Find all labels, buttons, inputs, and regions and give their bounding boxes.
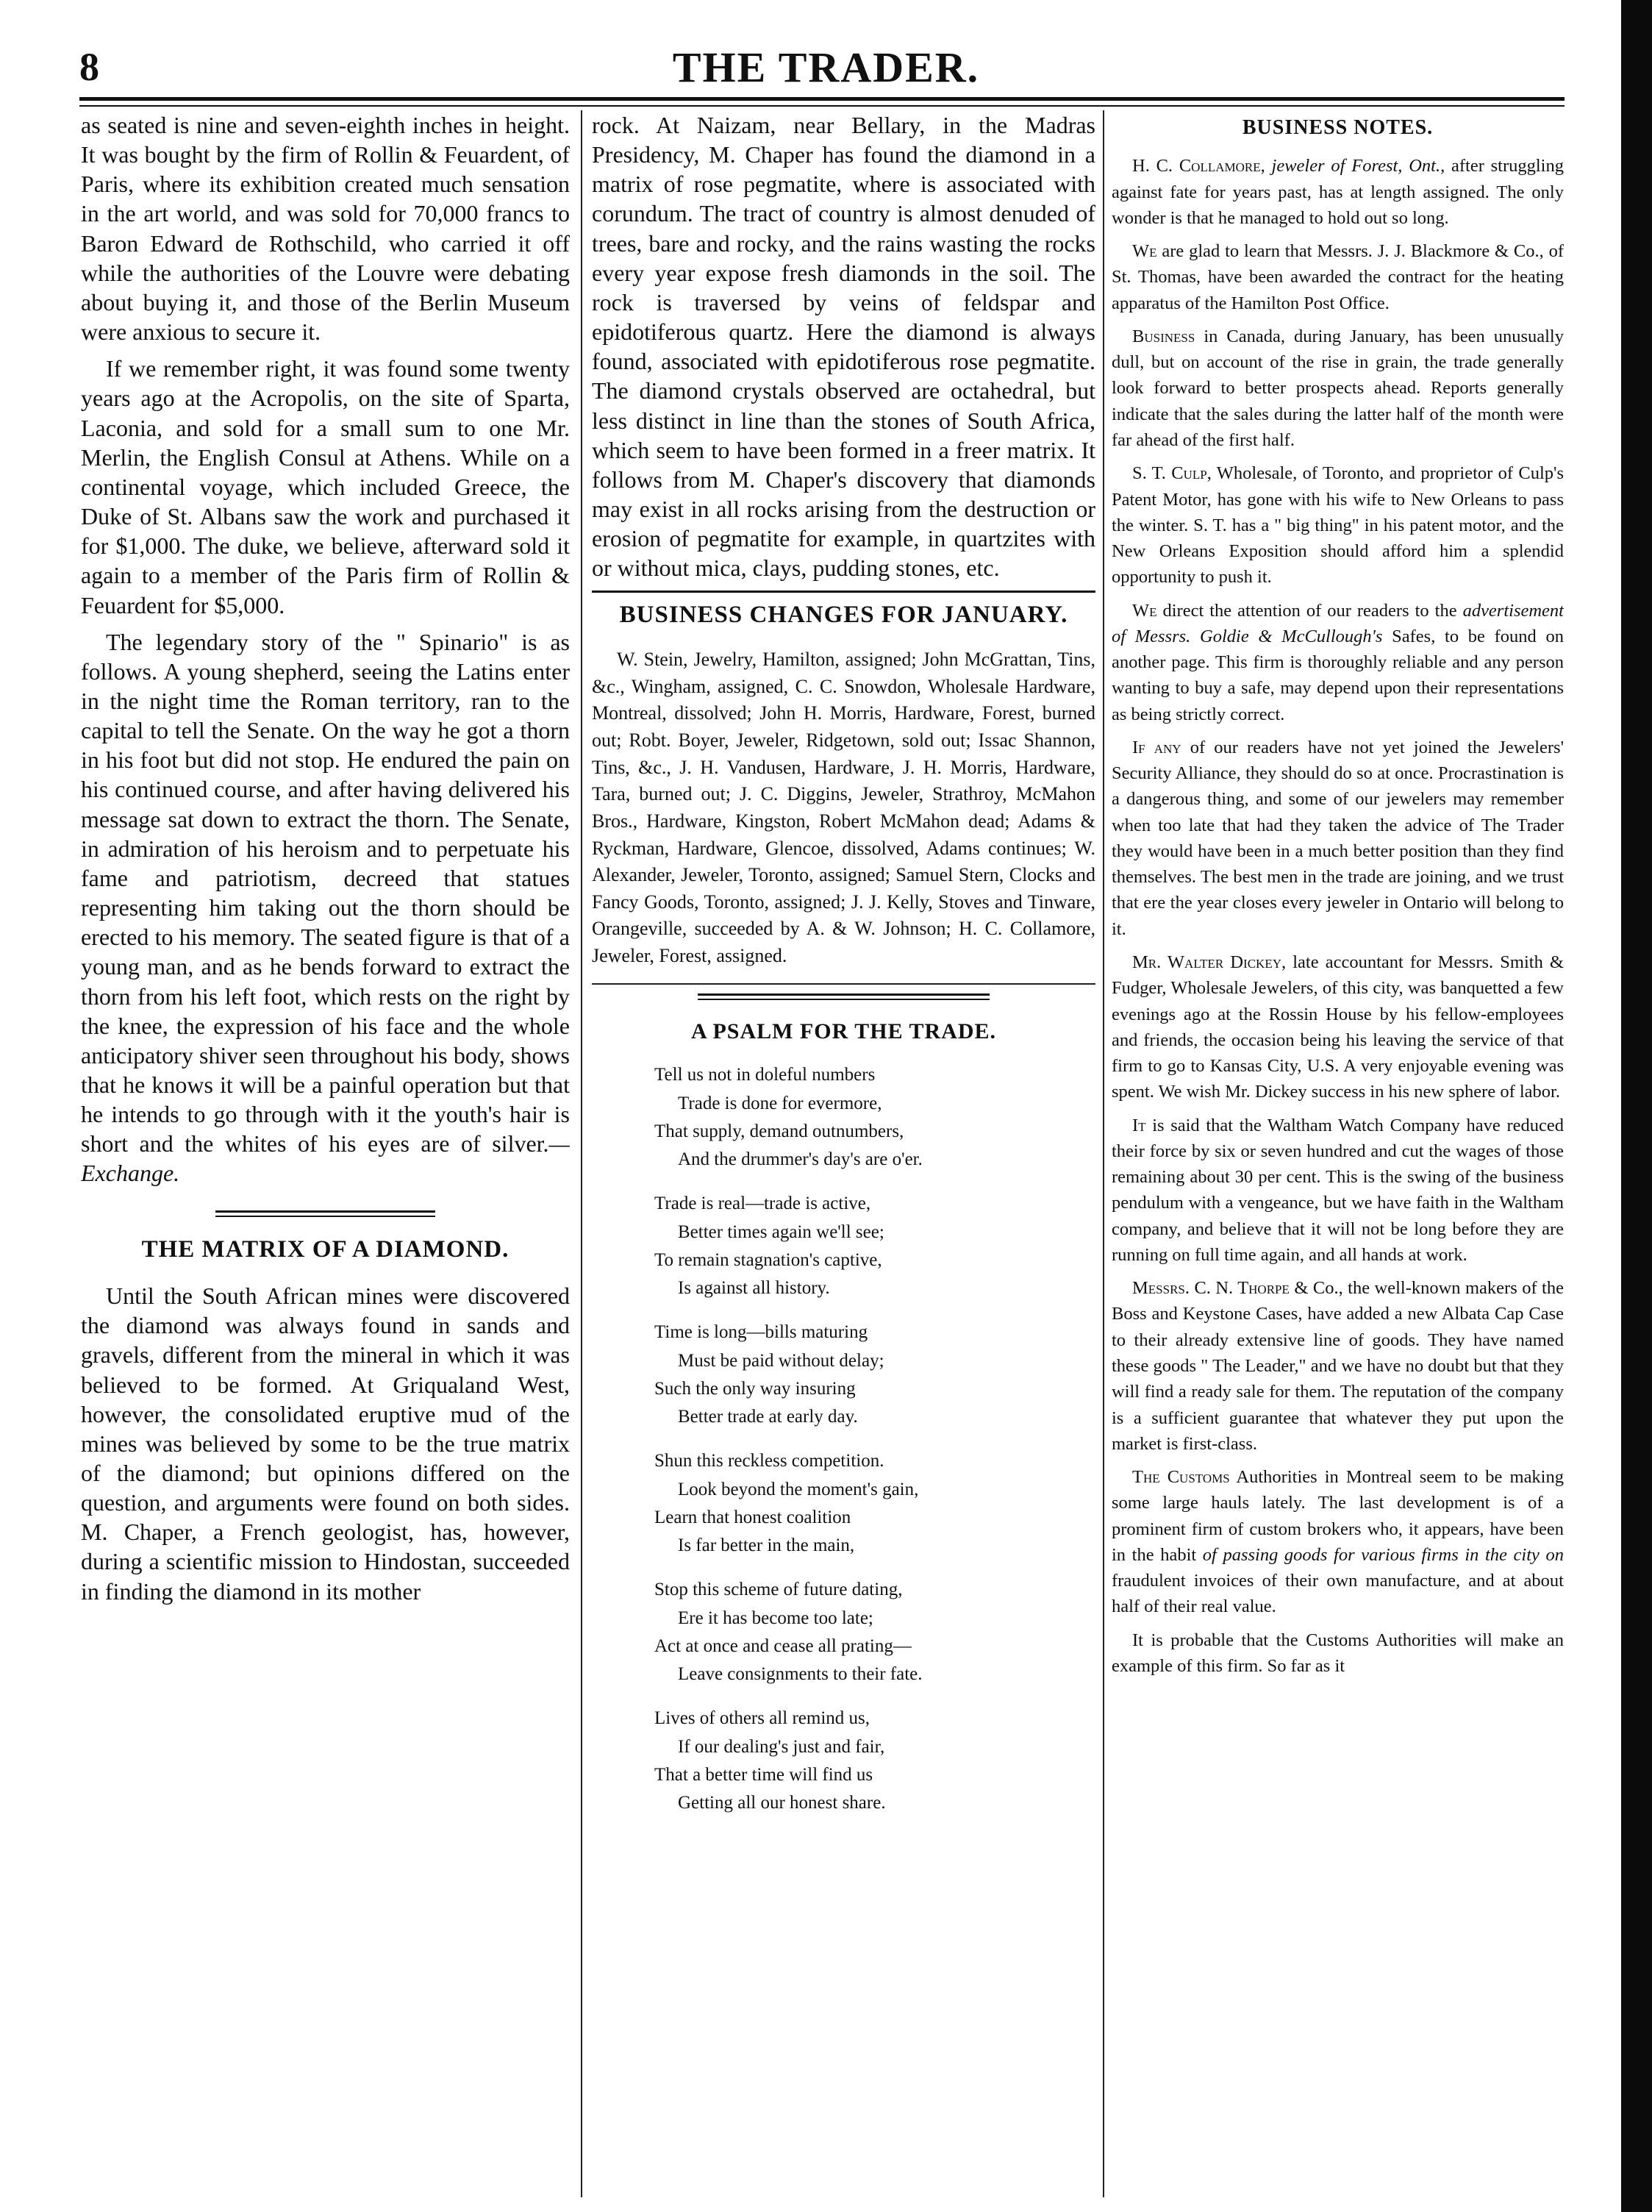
note-text: after struggling against fate for years past, has at length assigned. The only wonder is that he managed to hold out so long. bbox=[1112, 156, 1564, 228]
note-lead: If any bbox=[1132, 737, 1181, 757]
psalm-stanza-2 bbox=[654, 1190, 1095, 1302]
psalm-line: Tell us not in doleful numbers bbox=[654, 1065, 876, 1085]
psalm-line: Act at once and cease all prating— bbox=[654, 1635, 912, 1656]
psalm-stanza-3 bbox=[654, 1319, 1095, 1431]
matrix-paragraph-1: Until the South African mines were discovered the diamond was always found in sands and gravels, different from the mineral in which it was believed to be formed. At Griqualand West, however, the consolidated eruptive mud of the mines was believed by some to be the true matrix of the diamond; but opinions differed on the question, and arguments were found on both sides. M. Chaper, a French geologist, has, however, during a scientific mission to Hindostan, succeeded in finding the diamond in its mother bbox=[81, 1282, 570, 1605]
note-text: direct the attention of our readers to the bbox=[1156, 600, 1463, 621]
spinario-paragraph-2: If we remember right, it was found some twenty years ago at the Acropolis, on the site of Sparta, Laconia, and sold for a small sum to one Mr. Merlin, the English Consul at Athens. While on a continental voyage, which included Greece, the Duke of St. Albans saw the work and purchased it for $1,000. The duke, we believe, afterward sold it again to a member of the Paris firm of Rollin & Feuardent for $5,000. bbox=[81, 355, 570, 618]
psalm-heading: A PSALM FOR THE TRADE. bbox=[690, 1018, 997, 1043]
note-customs bbox=[1112, 1464, 1564, 1620]
note-text: late accountant for Messrs. Smith & Fudger, Wholesale Jewelers, of this city, was banquetted a few evenings ago at the Rossin House by his fellow-employees and friends, the occasion being his leaving the service of that firm to go to Kansas City, U.S. A very enjoyable evening was spent. We wish Mr. Dickey success in his new sphere of labor. bbox=[1112, 952, 1564, 1102]
psalm-stanza-4 bbox=[654, 1447, 1095, 1560]
masthead-rule bbox=[79, 97, 1565, 107]
note-lead: S. T. Culp, bbox=[1132, 463, 1212, 484]
psalm-line: Must be paid without delay; bbox=[678, 1350, 884, 1371]
note-waltham bbox=[1112, 1113, 1564, 1269]
page-number: 8 bbox=[79, 45, 99, 89]
column-2 bbox=[592, 110, 1095, 2197]
note-thorpe bbox=[1112, 1275, 1564, 1457]
column-divider-2 bbox=[1103, 110, 1104, 2197]
note-italic: advertisement of Messrs. Goldie & McCullough's bbox=[1112, 600, 1564, 646]
psalm-line: Is against all history. bbox=[678, 1278, 830, 1299]
masthead: THE TRADER. bbox=[672, 43, 980, 91]
note-text: fraudulent invoices of their own manufacture, and at about half of their real value. bbox=[1112, 1571, 1564, 1617]
psalm-line: Getting all our honest share. bbox=[678, 1793, 886, 1813]
business-changes-text: W. Stein, Jewelry, Hamilton, assigned; John McGrattan, Tins, &c., Wingham, assigned, C. C. Snowdon, Wholesale Hardware, Montreal, dissolved; John H. Morris, Hardware, Forest, burned out; Robt. Boyer, Jeweler, Ridgetown, sold out; Issac Shannon, Tins, &c., J. H. Vandusen, Hardware, J. H. Morris, Hardware, Tara, burned out; J. C. Diggins, Jeweler, Strathroy, McMahon Bros., Hardware, Kingston, Robert McMahon dead; Adams & Ryckman, Hardware, Glencoe, dissolved, Adams continues; W. Alexander, Jeweler, Toronto, assigned; Samuel Stern, Clocks and Fancy Goods, Toronto, assigned; J. J. Kelly, Stoves and Tinware, Orangeville, succeeded by A. & W. Johnson; H. C. Collamore, Jeweler, Forest, assigned. bbox=[592, 648, 1095, 967]
section-rule bbox=[592, 983, 1095, 985]
note-lead-italic: jeweler of Forest, Ont., bbox=[1265, 156, 1445, 176]
note-text: & Co., the well-known makers of the Boss and Keystone Cases, have added a new Albata Cap Case to their already extensive line of goods. They have named these goods " The Leader," and we have no doubt but that they will find a ready sale for them. The reputation of the company is a sufficient guarantee that whatever they put upon the market is first-class. bbox=[1112, 1278, 1564, 1454]
psalm-line: Time is long—bills maturing bbox=[654, 1322, 868, 1343]
matrix-paragraph-2: rock. At Naizam, near Bellary, in the Madras Presidency, M. Chaper has found the diamond in a matrix of rose pegmatite, where is associated with corundum. The tract of country is almost denuded of trees, bare and rocky, and the rains wasting the rocks every year expose fresh diamonds in the soil. The rock is traversed by veins of feldspar and epidotiferous quartz. Here the diamond is always found, associated with epidotiferous rose pegmatite. The diamond crystals observed are octahedral, but less distinct in line than the stones of South Africa, which seem to have been formed in a freer matrix. It follows from M. Chaper's discovery that diamonds may exist in all rocks arising from the destruction or erosion of pegmatite for example, in quartzites with or without mica, clays, pudding stones, etc. bbox=[592, 112, 1095, 582]
note-dickey bbox=[1112, 949, 1564, 1105]
psalm-rule bbox=[698, 993, 990, 1000]
psalm-line: And the drummer's day's are o'er. bbox=[678, 1149, 923, 1170]
psalm-line: Ere it has become too late; bbox=[678, 1608, 873, 1628]
matrix-heading: THE MATRIX OF A DIAMOND. bbox=[141, 1235, 509, 1263]
psalm-line: Such the only way insuring bbox=[654, 1378, 856, 1399]
psalm-line: Stop this scheme of future dating, bbox=[654, 1580, 903, 1600]
note-customs-example: It is probable that the Customs Authorities will make an example of this firm. So far as it bbox=[1112, 1630, 1564, 1676]
note-lead: It bbox=[1132, 1115, 1146, 1135]
note-text: Wholesale, of Toronto, and proprietor of Culp's Patent Motor, has gone with his wife to New Orleans to pass the winter. S. T. has a " big thing" in his patent motor, and the New Orleans Exposition should afford him a splendid opportunity to push it. bbox=[1112, 463, 1564, 588]
business-notes-heading: BUSINESS NOTES. bbox=[1242, 116, 1434, 139]
psalm-poem bbox=[654, 1061, 1095, 1817]
scan-edge-bar bbox=[1621, 0, 1652, 2212]
note-blackmore bbox=[1112, 238, 1564, 316]
exchange-source: —Exchange. bbox=[81, 1130, 570, 1187]
note-security-alliance bbox=[1112, 735, 1564, 942]
psalm-line: That a better time will find us bbox=[654, 1764, 873, 1785]
psalm-line: Look beyond the moment's gain, bbox=[678, 1479, 919, 1499]
psalm-line: Lives of others all remind us, bbox=[654, 1708, 870, 1729]
note-text: are glad to learn that Messrs. J. J. Blackmore & Co., of St. Thomas, have been awarded the contract for the heating apparatus of the Hamilton Post Office. bbox=[1112, 241, 1564, 313]
note-text: Safes, to be found on another page. This firm is thoroughly reliable and any person wanting to buy a safe, may depend upon their representations as being strictly correct. bbox=[1112, 626, 1564, 724]
psalm-line: If our dealing's just and fair, bbox=[678, 1736, 885, 1757]
note-text: Authorities in Montreal seem to be making some large hauls lately. The last development is of a prominent firm of custom brokers who, it appears, have been in the habit bbox=[1112, 1467, 1564, 1565]
note-collamore bbox=[1112, 153, 1564, 231]
psalm-line: Trade is done for evermore, bbox=[678, 1093, 882, 1113]
spinario-paragraph-3 bbox=[81, 627, 570, 1188]
business-changes-heading: BUSINESS CHANGES FOR JANUARY. bbox=[619, 601, 1068, 628]
psalm-line: Trade is real—trade is active, bbox=[654, 1194, 871, 1214]
psalm-line: That supply, demand outnumbers, bbox=[654, 1121, 904, 1141]
note-culp bbox=[1112, 460, 1564, 590]
note-text: is said that the Waltham Watch Company have reduced their force by six or seven hundred and cut the wages of those remaining about 30 per cent. This is the swing of the business pendulum with a vengeance, but we have faith in the Waltham company, and believe that it will not be long before they are running on full time again, and all hands at work. bbox=[1112, 1115, 1564, 1265]
psalm-stanza-5 bbox=[654, 1576, 1095, 1688]
psalm-line: Learn that honest coalition bbox=[654, 1507, 851, 1527]
column-1 bbox=[81, 110, 570, 2197]
note-italic: of passing goods for various firms in the city on bbox=[1202, 1544, 1564, 1565]
column-3 bbox=[1112, 110, 1564, 2197]
note-lead: Mr. Walter Dickey, bbox=[1132, 952, 1287, 973]
note-lead: Business bbox=[1132, 326, 1195, 346]
psalm-line: Shun this reckless competition. bbox=[654, 1451, 884, 1471]
note-lead: Messrs. C. N. Thorpe bbox=[1132, 1278, 1290, 1299]
psalm-line: Better trade at early day. bbox=[678, 1407, 858, 1427]
psalm-line: Is far better in the main, bbox=[678, 1535, 855, 1556]
note-text: of our readers have not yet joined the Jewelers' Security Alliance, they should do so at once. Procrastination is a dangerous thing, and some of our jewelers may remember when too late that had they taken the advice of The Trader they would have been in a much better position than they find themselves. The best men in the trade are joining, and we trust that ere the year closes every jeweler in Ontario will belong to it. bbox=[1112, 737, 1564, 939]
note-lead: The Customs bbox=[1132, 1467, 1230, 1488]
note-lead: H. C. Collamore, bbox=[1132, 156, 1265, 176]
note-text: in Canada, during January, has been unusually dull, but on account of the rise in grain, the trade generally look forward to better prospects ahead. Reports generally indicate that the sales during the latter half of the month were far ahead of the first half. bbox=[1112, 326, 1564, 450]
psalm-line: Better times again we'll see; bbox=[678, 1221, 884, 1242]
note-goldie-mccullough bbox=[1112, 598, 1564, 727]
spinario-paragraph-3-text: The legendary story of the " Spinario" is as follows. A young shepherd, seeing the Latins enter in the night time the Roman territory, ran to the capital to tell the Senate. On the way he got a thorn in his foot but did not stop. He endured the pain on his continued course, and after having delivered his message sat down to extract the thorn. The Senate, in admiration of his heroism and to perpetuate his fame and patriotism, decreed that statues representing him taking out the thorn should be erected to his memory. The seated figure is that of a young man, and as he bends forward to extract the thorn from his left foot, which rests on the right by the knee, the expression of his face and the whole anticipatory shiver seen throughout his body, shows that he knows it will be a painful operation but that he intends to go through with it the youth's hair is short and the whites of his eyes are of silver. bbox=[81, 628, 570, 1157]
note-lead: We bbox=[1132, 600, 1157, 621]
psalm-stanza-6 bbox=[654, 1705, 1095, 1817]
psalm-stanza-1 bbox=[654, 1061, 1095, 1174]
column-divider-1 bbox=[581, 110, 582, 2197]
note-business-canada bbox=[1112, 324, 1564, 453]
section-rule bbox=[592, 591, 1095, 593]
spinario-paragraph-1: as seated is nine and seven-eighth inches in height. It was bought by the firm of Rollin & Feuardent, of Paris, where its exhibition created much sensation in the art world, and was sold for 70,000 francs to Baron Edward de Rothschild, who carried it off while the authorities of the Louvre were debating about buying it, and those of the Berlin Museum were anxious to secure it. bbox=[81, 112, 570, 346]
note-lead: We bbox=[1132, 241, 1157, 262]
section-rule bbox=[215, 1210, 435, 1217]
psalm-line: Leave consignments to their fate. bbox=[678, 1664, 923, 1685]
psalm-line: To remain stagnation's captive, bbox=[654, 1249, 882, 1270]
